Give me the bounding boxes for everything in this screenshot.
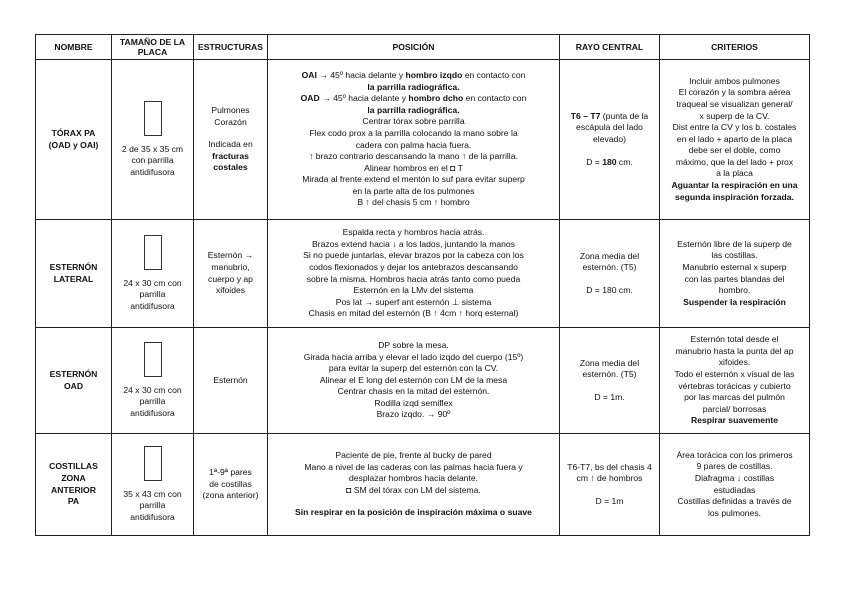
- posicion-line: Pos lat → superf ant esternón ⊥ sistema: [335, 296, 492, 307]
- cell-nombre: [36, 434, 112, 536]
- criterio-line: x superp de la CV.: [699, 110, 770, 121]
- posicion-line: la parrilla radiográfica.: [367, 104, 460, 115]
- header-nombre: NOMBRE: [36, 35, 112, 60]
- placa-line: antidifusora: [130, 300, 175, 311]
- posicion-line: ◘ SM del tórax con LM del sistema.: [346, 484, 481, 495]
- posicion-line: Centrar tórax sobre parrilla: [362, 116, 465, 127]
- posicion-line: sobre la misma. Hombros hacia atrás tanto como pueda: [306, 273, 521, 284]
- posicion-line: Centrar chasis en la mitad del esternón.: [337, 386, 490, 397]
- posicion-line: Flex codo prox a la parrilla colocando la mano sobre la: [309, 127, 518, 138]
- criterio-line: hombro.: [718, 285, 751, 296]
- cell-posicion: [268, 220, 560, 328]
- cell-posicion: [268, 60, 560, 220]
- cell-rayo-central: [560, 434, 660, 536]
- criterio-line: Incluir ambos pulmones: [689, 75, 780, 86]
- posicion-line: codos flexionados y dejar los antebrazos descansando: [309, 261, 518, 272]
- posicion-line: DP sobre la mesa.: [378, 339, 449, 350]
- nombre-line: ANTERIOR: [51, 484, 96, 495]
- rayo-distance: D = 1m.: [594, 391, 625, 402]
- placa-line: antidifusora: [130, 511, 175, 522]
- criterio-line: máximo, que la del lado + prox: [675, 156, 794, 167]
- film-plate-icon: [144, 235, 162, 270]
- placa-line: parrilla: [139, 396, 166, 407]
- cell-rayo-central: [560, 328, 660, 434]
- cell-criterios: [660, 434, 810, 536]
- nombre-line: LATERAL: [53, 273, 94, 284]
- criterio-line: con las partes blandas del: [684, 273, 785, 284]
- criterio-line: Esternón libre de la superp de: [677, 238, 792, 249]
- estructura-line: Corazón: [214, 116, 247, 127]
- header-criterios: CRITERIOS: [660, 35, 810, 60]
- film-plate-icon: [144, 101, 162, 136]
- nombre-line: ESTERNÓN: [49, 368, 98, 379]
- table-row: [36, 60, 810, 220]
- cell-rayo-central: [560, 60, 660, 220]
- criterio-line: 9 pares de costillas.: [696, 461, 773, 472]
- criterio-line: Todo el esternón x visual de las: [674, 368, 795, 379]
- rayo-line: escápula del lado: [576, 122, 643, 133]
- rayo-line: cm ↑ de hombros: [576, 473, 643, 484]
- rayo-distance: D = 1m: [595, 495, 624, 506]
- nombre-line: ZONA: [61, 472, 86, 483]
- cell-placa: [112, 220, 194, 328]
- criterio-line: segunda inspiración forzada.: [675, 191, 794, 202]
- rayo-line: esternón. (T5): [582, 262, 637, 273]
- cell-nombre: [36, 328, 112, 434]
- cell-placa: [112, 60, 194, 220]
- criterio-line: las costillas.: [711, 250, 758, 261]
- radiography-protocol-table: [35, 34, 810, 536]
- criterio-line: debe ser el doble, como: [688, 145, 781, 156]
- posicion-line: en la parte alta de los pulmones: [352, 185, 475, 196]
- cell-posicion: [268, 328, 560, 434]
- criterio-line: a la placa: [716, 168, 753, 179]
- estructura-line: fracturas: [212, 150, 249, 161]
- nombre-line: (OAD y OAI): [48, 139, 99, 150]
- posicion-line: Chasis en mitad del esternón (B ↑ 4cm ↑ horq esternal): [308, 308, 519, 319]
- header-placa: TAMAÑO DE LA PLACA: [112, 35, 194, 60]
- film-plate-icon: [144, 446, 162, 481]
- posicion-line: desplazar hombros hacia delante.: [349, 473, 478, 484]
- criterio-line: manubrio hasta la punta del ap: [675, 345, 794, 356]
- rayo-distance: D = 180 cm.: [586, 284, 633, 295]
- estructura-line: Esternón →: [207, 250, 254, 261]
- posicion-line: Girada hacia arriba y elevar el lado izqdo del cuerpo (15º): [303, 351, 524, 362]
- table-row: [36, 328, 810, 434]
- posicion-line: Mano a nivel de las caderas con las palmas hacia fuera y: [304, 461, 523, 472]
- criterio-line: parcial/ borrosas: [702, 403, 767, 414]
- criterio-line: Suspender la respiración: [683, 296, 786, 307]
- rayo-line: T6-T7, bs del chasis 4: [567, 461, 652, 472]
- criterio-line: estudiadas: [713, 484, 756, 495]
- header-posicion: POSICIÓN: [268, 35, 560, 60]
- nombre-line: ESTERNÓN: [49, 261, 98, 272]
- cell-nombre: [36, 220, 112, 328]
- criterio-line: El corazón y la sombra aérea: [678, 87, 791, 98]
- cell-rayo-central: [560, 220, 660, 328]
- placa-line: 2 de 35 x 35 cm: [121, 143, 184, 154]
- posicion-line: la parrilla radiográfica.: [367, 81, 460, 92]
- cell-placa: [112, 434, 194, 536]
- placa-line: 24 x 30 cm con: [123, 384, 182, 395]
- table-row: [36, 434, 810, 536]
- estructura-line: de costillas: [209, 478, 252, 489]
- estructura-line: Pulmones: [211, 105, 250, 116]
- rayo-line: Zona media del: [579, 250, 640, 261]
- criterio-line: por las marcas del pulmón: [684, 392, 785, 403]
- cell-posicion: [268, 434, 560, 536]
- estructura-line: 1ª-9ª pares: [209, 467, 252, 478]
- cell-estructuras: [194, 60, 268, 220]
- posicion-line: Esternón en la LMv del sistema: [353, 285, 474, 296]
- cell-estructuras: [194, 220, 268, 328]
- posicion-line: ↑ brazo contrario descansando la mano ↑ de la parrilla.: [309, 151, 518, 162]
- nombre-line: OAD: [63, 380, 84, 391]
- placa-line: parrilla: [139, 289, 166, 300]
- rayo-line: T6 – T7 (punta de la: [570, 110, 649, 121]
- placa-line: parrilla: [139, 500, 166, 511]
- posicion-line: Alinear hombros en el ◘ T: [364, 162, 463, 173]
- posicion-line: Paciente de pie, frente al bucky de pared: [335, 450, 492, 461]
- estructura-line: costales: [213, 162, 248, 173]
- estructura-line: cuerpo y ap: [208, 273, 253, 284]
- placa-line: antidifusora: [130, 166, 175, 177]
- posicion-line: Brazo izqdo. → 90º: [376, 409, 451, 420]
- cell-criterios: [660, 328, 810, 434]
- posicion-line: OAI → 45º hacia delante y hombro izqdo en contacto con: [301, 69, 526, 80]
- cell-criterios: [660, 220, 810, 328]
- placa-line: 35 x 43 cm con: [123, 488, 182, 499]
- nombre-line: TÓRAX PA: [51, 127, 96, 138]
- criterio-line: Manubrio esternal x superp: [682, 261, 787, 272]
- cell-estructuras: [194, 328, 268, 434]
- estructura-line: xifoides: [215, 285, 246, 296]
- criterio-line: traqueal se visualizan general/: [676, 98, 793, 109]
- criterio-line: en el lado + aparto de la placa: [676, 133, 793, 144]
- posicion-line: Sin respirar en la posición de inspiración máxima o suave: [295, 507, 532, 518]
- cell-placa: [112, 328, 194, 434]
- criterio-line: Aguantar la respiración en una: [671, 180, 798, 191]
- rayo-line: esternón. (T5): [582, 369, 637, 380]
- estructura-line: Esternón: [213, 374, 248, 385]
- criterio-line: Dist entre la CV y los b. costales: [672, 122, 797, 133]
- posicion-line: Brazos extend hacia ↓ a los lados, juntando la manos: [311, 238, 516, 249]
- estructura-line: manubrio,: [211, 261, 250, 272]
- posicion-line: Espalda recta y hombros hacia atrás.: [342, 227, 485, 238]
- criterio-line: Esternón total desde el: [690, 334, 779, 345]
- document-page: [35, 34, 810, 536]
- criterio-line: Área torácica con los primeros: [676, 449, 793, 460]
- posicion-line: cadera con palma hacia fuera.: [355, 139, 472, 150]
- cell-nombre: [36, 60, 112, 220]
- placa-line: con parrilla: [131, 155, 174, 166]
- posicion-line: para evitar la superp del esternón con la CV.: [328, 363, 499, 374]
- film-plate-icon: [144, 342, 162, 377]
- criterio-line: Costillas definidas a través de: [677, 496, 792, 507]
- posicion-line: B ↑ del chasis 5 cm ↑ hombro: [357, 197, 470, 208]
- rayo-line: elevado): [593, 134, 626, 144]
- header-rayo-central: RAYO CENTRAL: [560, 35, 660, 60]
- rayo-line: Zona media del: [579, 357, 640, 368]
- posicion-line: OAD → 45º hacia delante y hombro dcho en contacto con: [300, 93, 527, 104]
- estructura-line: (zona anterior): [202, 490, 259, 501]
- criterio-line: Diafragma ↓ costillas: [694, 472, 775, 483]
- placa-line: 24 x 30 cm con: [123, 277, 182, 288]
- posicion-line: Rodilla izqd semiflex: [374, 397, 453, 408]
- criterio-line: los pulmones.: [707, 507, 762, 518]
- rayo-distance: D = 180 cm.: [586, 156, 633, 167]
- cell-criterios: [660, 60, 810, 220]
- posicion-line: Mirada al frente extend el mentón lo suf para evitar superp: [302, 174, 525, 185]
- posicion-line: Si no puede juntarlas, elevar brazos por la cabeza con los: [303, 250, 524, 261]
- estructura-line: Indicada en: [208, 139, 253, 150]
- nombre-line: PA: [67, 496, 80, 507]
- cell-estructuras: [194, 434, 268, 536]
- nombre-line: COSTILLAS: [49, 461, 98, 472]
- table-row: [36, 220, 810, 328]
- header-estructuras: ESTRUCTURAS: [194, 35, 268, 60]
- header-row: [36, 35, 810, 60]
- placa-line: antidifusora: [130, 407, 175, 418]
- criterio-line: vértebras torácicas y cubierto: [678, 380, 791, 391]
- criterio-line: Respirar suavemente: [691, 415, 778, 426]
- posicion-line: Alinear el E long del esternón con LM de la mesa: [319, 374, 508, 385]
- criterio-line: xifoides.: [718, 357, 751, 368]
